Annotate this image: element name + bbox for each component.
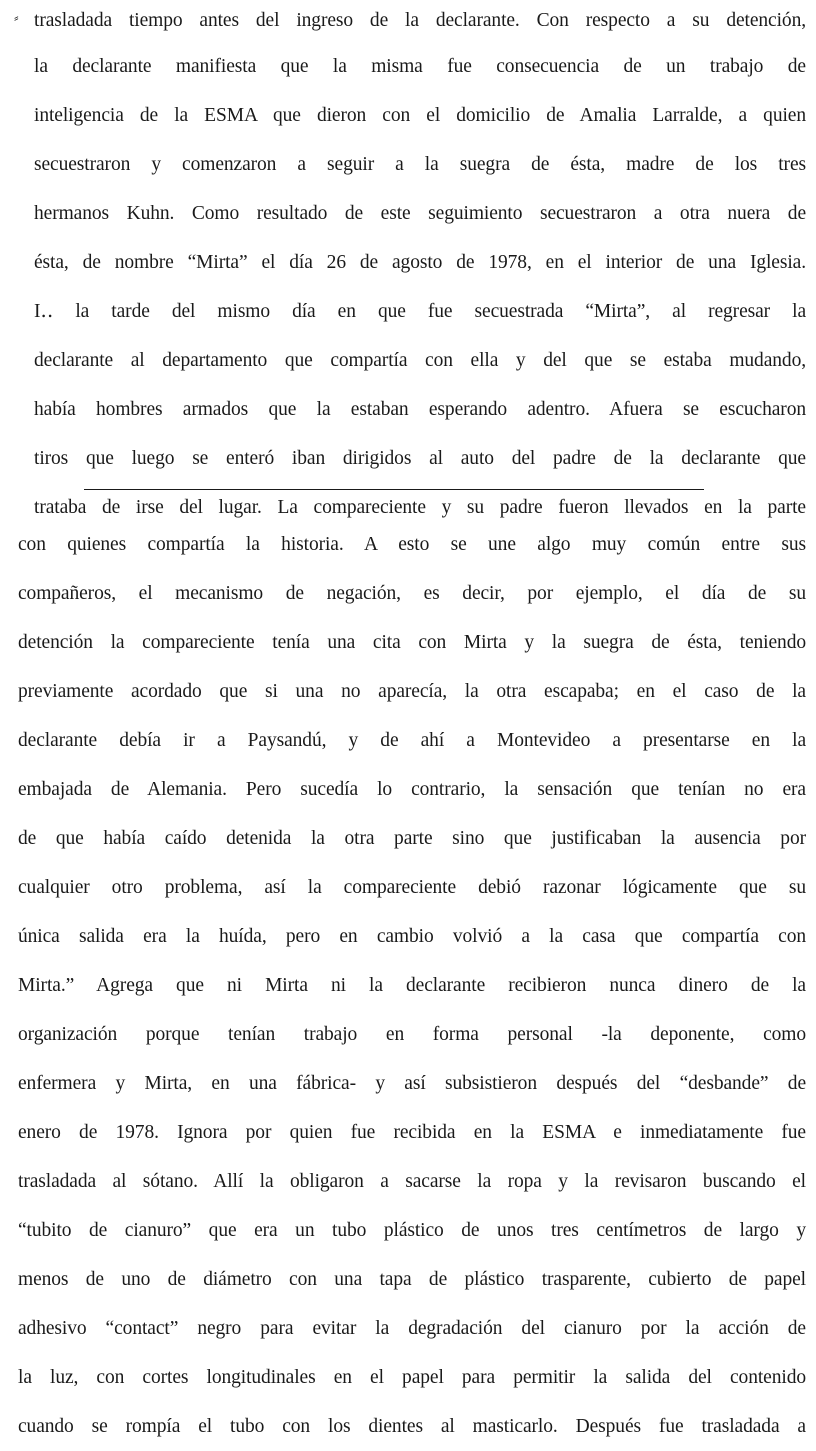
text-line: “tubito de cianuro” que era un tubo plástico de unos tres centímetros de largo y [18, 1220, 806, 1241]
text-line: trasladada tiempo antes del ingreso de la declarante. Con respecto a su detención, [34, 10, 806, 31]
page-separator-rule [84, 489, 704, 490]
text-line: enero de 1978. Ignora por quien fue recibida en la ESMA e inmediatamente fue [18, 1122, 806, 1143]
text-line: cuando se rompía el tubo con los dientes al masticarlo. Después fue trasladada a [18, 1416, 806, 1437]
text-line: la declarante manifiesta que la misma fue consecuencia de un trabajo de [34, 56, 806, 77]
text-line: Mirta.” Agrega que ni Mirta ni la declarante recibieron nunca dinero de la [18, 975, 806, 996]
text-line: declarante debía ir a Paysandú, y de ahí a Montevideo a presentarse en la [18, 730, 806, 751]
text-line: hermanos Kuhn. Como resultado de este seguimiento secuestraron a otra nuera de [34, 203, 806, 224]
text-line: previamente acordado que si una no aparecía, la otra escapaba; en el caso de la [18, 681, 806, 702]
text-line: embajada de Alemania. Pero sucedía lo contrario, la sensación que tenían no era [18, 779, 806, 800]
text-line: compañeros, el mecanismo de negación, es decir, por ejemplo, el día de su [18, 583, 806, 604]
text-line: trataba de irse del lugar. La compareciente y su padre fueron llevados en la parte [34, 497, 806, 518]
text-line: declarante al departamento que compartía con ella y del que se estaba mudando, [34, 350, 806, 371]
upper-text-block [34, 0, 806, 532]
text-line: tiros que luego se enteró iban dirigidos al auto del padre de la declarante que [34, 448, 806, 469]
text-line: ésta, de nombre “Mirta” el día 26 de agosto de 1978, en el interior de una Iglesia. [34, 252, 806, 273]
text-line: había hombres armados que la estaban esperando adentro. Afuera se escucharon [34, 399, 806, 420]
text-line: secuestraron y comenzaron a seguir a la suegra de ésta, madre de los tres [34, 154, 806, 175]
text-line: detención la compareciente tenía una cita con Mirta y la suegra de ésta, teniendo [18, 632, 806, 653]
text-line: organización porque tenían trabajo en forma personal -la deponente, como [18, 1024, 806, 1045]
text-line: cualquier otro problema, así la compareciente debió razonar lógicamente que su [18, 877, 806, 898]
lower-text-block [18, 520, 806, 1451]
text-line: I‥ la tarde del mismo día en que fue secuestrada “Mirta”, al regresar la [34, 301, 806, 322]
margin-mark: ⸗ [14, 11, 19, 26]
text-line: la luz, con cortes longitudinales en el papel para permitir la salida del contenido [18, 1367, 806, 1388]
text-line: menos de uno de diámetro con una tapa de plástico trasparente, cubierto de papel [18, 1269, 806, 1290]
text-line: inteligencia de la ESMA que dieron con el domicilio de Amalia Larralde, a quien [34, 105, 806, 126]
text-line: con quienes compartía la historia. A esto se une algo muy común entre sus [18, 534, 806, 555]
text-line: trasladada al sótano. Allí la obligaron a sacarse la ropa y la revisaron buscando el [18, 1171, 806, 1192]
text-line: enfermera y Mirta, en una fábrica- y así subsistieron después del “desbande” de [18, 1073, 806, 1094]
text-line: única salida era la huída, pero en cambio volvió a la casa que compartía con [18, 926, 806, 947]
text-line: de que había caído detenida la otra parte sino que justificaban la ausencia por [18, 828, 806, 849]
text-line: adhesivo “contact” negro para evitar la degradación del cianuro por la acción de [18, 1318, 806, 1339]
